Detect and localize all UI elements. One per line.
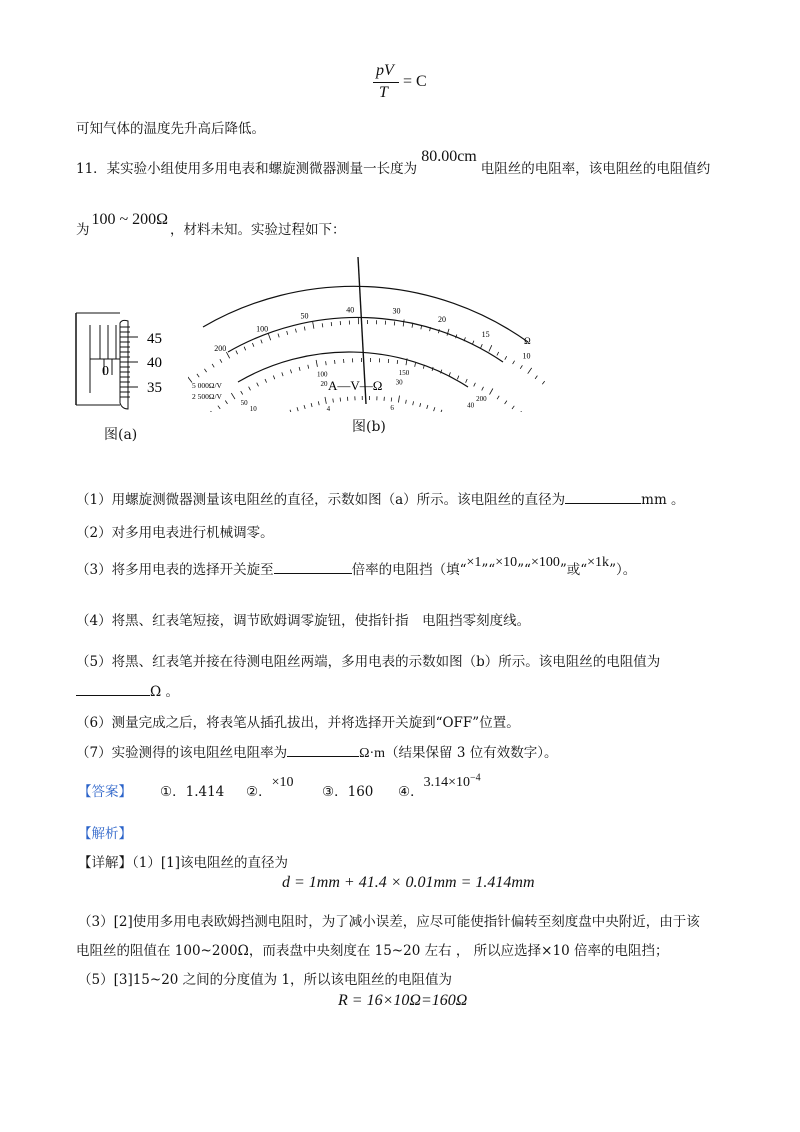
dial-tick (403, 320, 404, 327)
step-5-answer (76, 680, 179, 700)
step-5-unit: Ω 。 (150, 684, 179, 700)
q11-line1 (76, 148, 711, 178)
dial-tick (412, 324, 413, 328)
q11-range: 100 ~ 200Ω (91, 211, 169, 228)
ac-scale-label: 4 (326, 405, 331, 412)
dial-tick (304, 405, 305, 409)
answer-3: ③．160 (322, 784, 374, 800)
answer-4-exponent: −4 (470, 772, 481, 784)
step-3-sep1: ”“ (481, 562, 496, 578)
dial-tick (218, 406, 220, 409)
dial-tick (211, 411, 213, 412)
dial-tick (420, 403, 421, 407)
step-4: （4）将黑、红表笔短接，调节欧姆调零旋钮，使指针指 电阻挡零刻度线。 (76, 613, 531, 629)
step-3-or: ”或“ (559, 562, 588, 578)
dial-tick (519, 411, 521, 412)
dial-tick (241, 391, 243, 394)
step-1 (76, 488, 685, 508)
step-7-note: （结果保留 3 位有效数字）。 (385, 745, 558, 761)
analysis-detail-3b: 电阻丝的阻值在 100~200Ω，而表盘中央刻度在 15~20 左右 ， 所以应选择×10 倍率的电阻挡； (76, 943, 669, 959)
dial-tick (304, 327, 305, 331)
dial-tick (204, 369, 206, 372)
dial-tick (333, 399, 334, 403)
answer-2-value: ×10 (271, 775, 294, 790)
ohm-scale-label: 40 (346, 305, 355, 315)
figure-a-caption: 图(a) (104, 427, 138, 443)
step-7-unit: Ω·m (359, 746, 386, 761)
dc-scale-b-label: 10 (249, 405, 257, 412)
dc-scale-b-label: 20 (320, 379, 328, 388)
dial-tick (322, 323, 323, 327)
dial-tick (225, 401, 227, 404)
micrometer-tick-35: 35 (147, 380, 162, 396)
step-5: （5）将黑、红表笔并接在待测电阻丝两端，多用电表的示数如图（b）所示。该电阻丝的电阻值为 (76, 654, 661, 670)
dial-tick (273, 376, 275, 380)
dial-tick (474, 383, 476, 387)
dial-tick (427, 405, 428, 409)
dial-tick (297, 407, 298, 411)
q11-intro-c: 为 (76, 222, 90, 238)
dial-tick (535, 376, 537, 379)
dial-tick (421, 325, 422, 329)
answer-4-value: 3.14×10 (423, 775, 471, 790)
dial-tick (398, 396, 399, 403)
formula-numerator: pV (376, 62, 394, 79)
formula-rhs: = C (403, 73, 427, 90)
dial-tick (268, 334, 270, 341)
blank-resistance (76, 682, 150, 696)
meter-label: A—V—Ω (328, 378, 383, 393)
q11-intro-b: 电阻丝的电阻率，该电阻丝的电阻值约 (480, 161, 711, 177)
dial-tick (447, 329, 449, 336)
q11-length: 80.00cm (421, 148, 477, 165)
ohm-scale-label: 20 (438, 314, 446, 324)
dial-tick (331, 322, 332, 326)
answer-4 (398, 772, 481, 801)
dial-tick (413, 401, 414, 405)
dial-tick (489, 345, 492, 351)
option-x100: ×100 (530, 555, 560, 570)
answer-2-marker: ②． (246, 784, 272, 800)
q11-line2 (76, 211, 346, 239)
formula-denominator: T (379, 84, 388, 101)
dial-tick (497, 396, 499, 399)
dial-tick (244, 347, 246, 351)
analysis-detail-3a: （3）[2]使用多用电表欧姆挡测电阻时，为了减小误差，应尽可能使指针偏转至刻度盘中央附近，由于该 (78, 914, 700, 930)
micrometer-tick-40: 40 (147, 355, 162, 371)
step-7 (76, 741, 557, 762)
answer-label: 【答案】 (78, 784, 132, 800)
option-x10: ×10 (495, 555, 518, 570)
dial-tick (252, 343, 254, 347)
dial-tick (265, 379, 267, 383)
dc-scale-b-label: 40 (467, 401, 475, 410)
dial-tick (505, 401, 507, 404)
step-2: （2）对多用电表进行机械调零。 (76, 525, 274, 541)
dial-tick (311, 403, 312, 407)
dial-tick (482, 387, 484, 391)
blank-diameter (565, 490, 641, 504)
step-1-text: （1）用螺旋测微器测量该电阻丝的直径，示数如图（a）所示。该电阻丝的直径为 (76, 492, 566, 508)
dial-tick (212, 364, 214, 367)
dial-tick (282, 372, 283, 376)
answer-1: ①．1.414 (160, 784, 225, 800)
dial-tick (434, 407, 435, 411)
dial-tick (231, 393, 235, 399)
dial-tick (397, 360, 398, 364)
sensitivity-1: 5 000Ω/V (192, 381, 222, 390)
dial-tick (295, 329, 296, 333)
figure-b-multimeter (188, 252, 548, 412)
dial-tick (505, 356, 507, 360)
dial-tick (512, 406, 514, 409)
dial-tick (466, 379, 468, 383)
step-3-text: （3）将多用电表的选择开关旋至 (76, 562, 274, 578)
option-x1k: ×1k (587, 555, 610, 570)
analysis-detail-5: （5）[3]15~20 之间的分度值为 1，所以该电阻丝的电阻值为 (78, 972, 453, 988)
micrometer-tick-45: 45 (147, 331, 162, 347)
q11-intro-a: 11．某实验小组使用多用电表和螺旋测微器测量一长度为 (76, 161, 418, 177)
dial-tick (528, 368, 532, 374)
dial-tick (415, 363, 416, 367)
dial-tick (197, 374, 199, 377)
ohm-scale-label: 30 (392, 306, 401, 316)
step-7-text: （7）实验测得的该电阻丝电阻率为 (76, 745, 288, 761)
dial-tick (481, 344, 483, 348)
dial-tick (257, 383, 259, 387)
analysis-label: 【解析】 (78, 826, 132, 842)
dial-tick (308, 365, 309, 369)
dc-scale-b-label: 30 (395, 378, 403, 387)
dial-tick (290, 410, 291, 412)
dial-tick (340, 398, 341, 402)
dial-tick (261, 340, 262, 344)
dial-tick (497, 352, 499, 356)
fraction-bar (373, 82, 399, 83)
dial-tick (513, 361, 515, 364)
ohm-scale-label: 15 (481, 329, 490, 339)
ohm-scale-label: 10 (522, 351, 531, 361)
text-temperature: 可知气体的温度先升高后降低。 (76, 121, 265, 137)
dial-tick (249, 387, 251, 391)
dial-tick (432, 367, 433, 371)
dial-tick (325, 397, 326, 404)
dial-tick (457, 376, 458, 380)
dial-tick (520, 365, 522, 368)
dc-scale-label: 200 (476, 394, 487, 403)
step-3-sep2: ”“ (517, 562, 531, 578)
step-3-text-b: 倍率的电阻挡（填“ (351, 562, 467, 578)
dial-tick (326, 361, 327, 365)
step-3-end: ”）。 (609, 562, 637, 578)
blank-range (274, 560, 352, 574)
dial-tick (542, 381, 544, 384)
figure-b-caption: 图(b) (352, 419, 386, 435)
equation-resistance: R = 16×10Ω=160Ω (338, 992, 468, 1009)
option-x1: ×1 (466, 555, 482, 570)
dial-tick (299, 367, 300, 371)
dial-tick (226, 352, 229, 358)
micrometer-sleeve-zero: 0 (102, 364, 109, 379)
blank-resistivity (287, 743, 359, 757)
dial-tick (449, 372, 450, 376)
dial-tick (318, 401, 319, 405)
dial-tick (236, 351, 238, 355)
sensitivity-2: 2 500Ω/V (192, 392, 222, 401)
dial-tick (316, 360, 317, 367)
q11-intro-d: ，材料未知。实验过程如下： (170, 222, 346, 238)
dial-tick (490, 389, 493, 395)
equation-diameter: d = 1mm + 41.4 × 0.01mm = 1.414mm (282, 874, 535, 891)
dc-scale-label: 150 (398, 368, 410, 377)
ohm-scale-label: 200 (214, 343, 227, 353)
answer-2 (246, 775, 294, 801)
answer-4-marker: ④． (398, 784, 424, 800)
dial-tick (441, 410, 442, 412)
dial-tick (406, 400, 407, 404)
figure-a-micrometer (72, 305, 192, 440)
dial-tick (335, 360, 336, 364)
ac-scale-label: 6 (390, 404, 394, 412)
ohm-scale-label: 50 (300, 311, 309, 321)
ohm-scale-label: 100 (256, 324, 269, 334)
dial-tick (313, 322, 314, 329)
step-3 (76, 555, 637, 579)
ohm-unit-label: Ω (524, 336, 531, 346)
dial-tick (290, 370, 291, 374)
dial-tick (278, 334, 279, 338)
dial-tick (391, 398, 392, 402)
dial-tick (287, 331, 288, 335)
dial-tick (220, 359, 222, 363)
step-6: （6）测量完成之后，将表笔从插孔拔出，并将选择开关旋到“OFF”位置。 (76, 715, 520, 731)
dc-scale-label: 100 (317, 370, 328, 379)
analysis-detail-1: 【详解】（1）[1]该电阻丝的直径为 (78, 855, 288, 871)
dc-scale-label: 50 (240, 399, 248, 407)
step-1-unit: mm 。 (641, 492, 685, 508)
